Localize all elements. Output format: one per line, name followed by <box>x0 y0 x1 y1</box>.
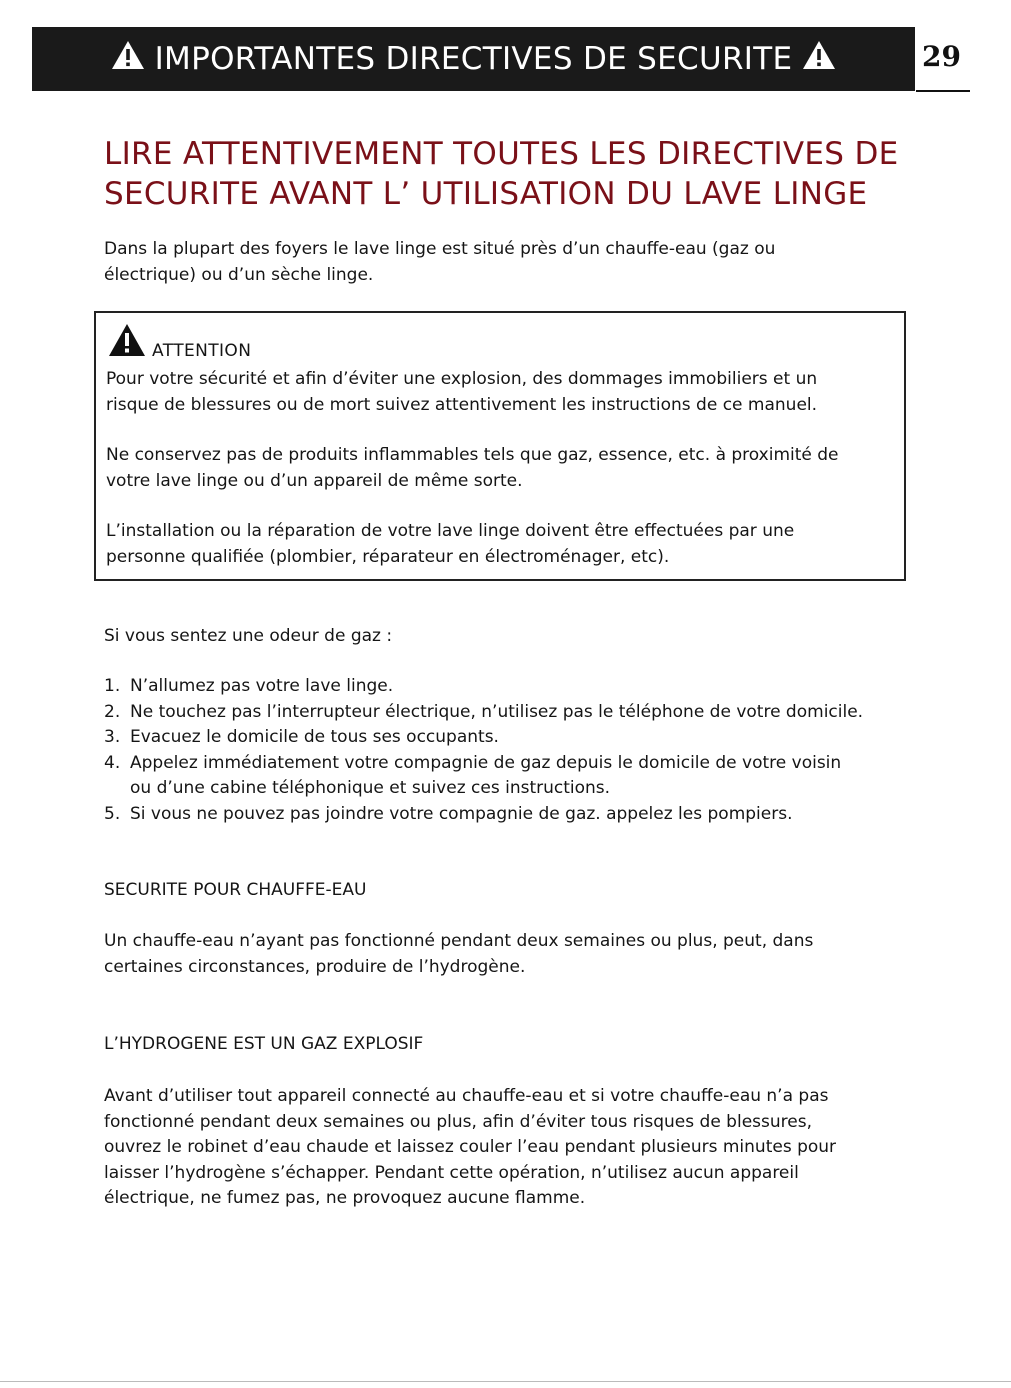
hydrogen-line: ouvrez le robinet d’eau chaude et laissez couler l’eau pendant plusieurs minutes pour <box>104 1137 837 1157</box>
attention-line: votre lave linge ou d’un appareil de même sorte. <box>106 470 523 491</box>
list-item-text: Appelez immédiatement votre compagnie de gaz depuis le domicile de votre voisin <box>130 752 842 773</box>
warning-triangle-icon <box>802 40 836 78</box>
list-item-number: 5. <box>104 803 121 824</box>
gas-steps-list <box>104 674 934 827</box>
header-band <box>32 27 915 91</box>
attention-paragraph <box>106 367 901 418</box>
attention-line: risque de blessures ou de mort suivez attentivement les instructions de ce manuel. <box>106 394 818 415</box>
warning-triangle-icon <box>108 323 146 361</box>
warning-triangle-icon <box>111 40 145 78</box>
page-title-line: LIRE ATTENTIVEMENT TOUTES LES DIRECTIVES DE <box>104 136 899 172</box>
attention-line: Pour votre sécurité et afin d’éviter une explosion, des dommages immobiliers et un <box>106 369 818 389</box>
intro-paragraph <box>104 237 904 288</box>
list-item-number: 4. <box>104 752 121 773</box>
list-item <box>104 674 934 700</box>
page-number: 29 <box>922 40 961 73</box>
intro-line: Dans la plupart des foyers le lave linge est situé près d’un chauffe-eau (gaz ou <box>104 239 776 259</box>
attention-line: personne qualifiée (plombier, réparateur en électroménager, etc). <box>106 546 670 567</box>
hydrogen-paragraph <box>104 1084 914 1212</box>
intro-line: électrique) ou d’un sèche linge. <box>104 264 374 285</box>
attention-paragraph <box>106 443 901 494</box>
list-item-number: 3. <box>104 727 121 747</box>
list-item-text: Si vous ne pouvez pas joindre votre compagnie de gaz. appelez les pompiers. <box>130 803 793 824</box>
attention-box <box>94 311 906 581</box>
attention-header <box>108 323 251 361</box>
water-heater-line: certaines circonstances, produire de l’hydrogène. <box>104 956 526 977</box>
list-item-number: 1. <box>104 676 121 696</box>
gas-intro: Si vous sentez une odeur de gaz : <box>104 626 393 646</box>
hydrogen-line: Avant d’utiliser tout appareil connecté au chauffe-eau et si votre chauffe-eau n’a pas <box>104 1086 829 1106</box>
page-title-line: SECURITE AVANT L’ UTILISATION DU LAVE LINGE <box>104 176 868 212</box>
attention-line: L’installation ou la réparation de votre lave linge doivent être effectuées par une <box>106 521 795 541</box>
attention-paragraph <box>106 519 901 570</box>
page-title <box>104 134 924 214</box>
list-item <box>104 802 934 828</box>
list-item <box>104 751 934 802</box>
list-item-text: N’allumez pas votre lave linge. <box>130 676 394 696</box>
hydrogen-line: électrique, ne fumez pas, ne provoquez aucune flamme. <box>104 1188 586 1208</box>
water-heater-heading: SECURITE POUR CHAUFFE-EAU <box>104 880 367 900</box>
water-heater-line: Un chauffe-eau n’ayant pas fonctionné pendant deux semaines ou plus, peut, dans <box>104 931 814 951</box>
header-title-group <box>111 40 837 78</box>
list-item-text: Evacuez le domicile de tous ses occupants. <box>130 727 499 747</box>
attention-line: Ne conservez pas de produits inflammables tels que gaz, essence, etc. à proximité de <box>106 445 839 465</box>
list-item-number: 2. <box>104 701 121 722</box>
hydrogen-heading: L’HYDROGENE EST UN GAZ EXPLOSIF <box>104 1034 424 1054</box>
page-number-rule <box>916 90 970 92</box>
list-item-text: Ne touchez pas l’interrupteur électrique, n’utilisez pas le téléphone de votre domicile. <box>130 701 864 722</box>
attention-label: ATTENTION <box>152 341 252 361</box>
footer-rule <box>0 1381 1011 1382</box>
header-title: IMPORTANTES DIRECTIVES DE SECURITE <box>154 41 793 77</box>
hydrogen-line: laisser l’hydrogène s’échapper. Pendant cette opération, n’utilisez aucun appareil <box>104 1162 799 1183</box>
list-item-text-continued: ou d’une cabine téléphonique et suivez ces instructions. <box>130 778 611 798</box>
water-heater-paragraph <box>104 929 904 980</box>
hydrogen-line: fonctionné pendant deux semaines ou plus, afin d’éviter tous risques de blessures, <box>104 1111 812 1132</box>
list-item <box>104 700 934 726</box>
list-item <box>104 725 934 751</box>
